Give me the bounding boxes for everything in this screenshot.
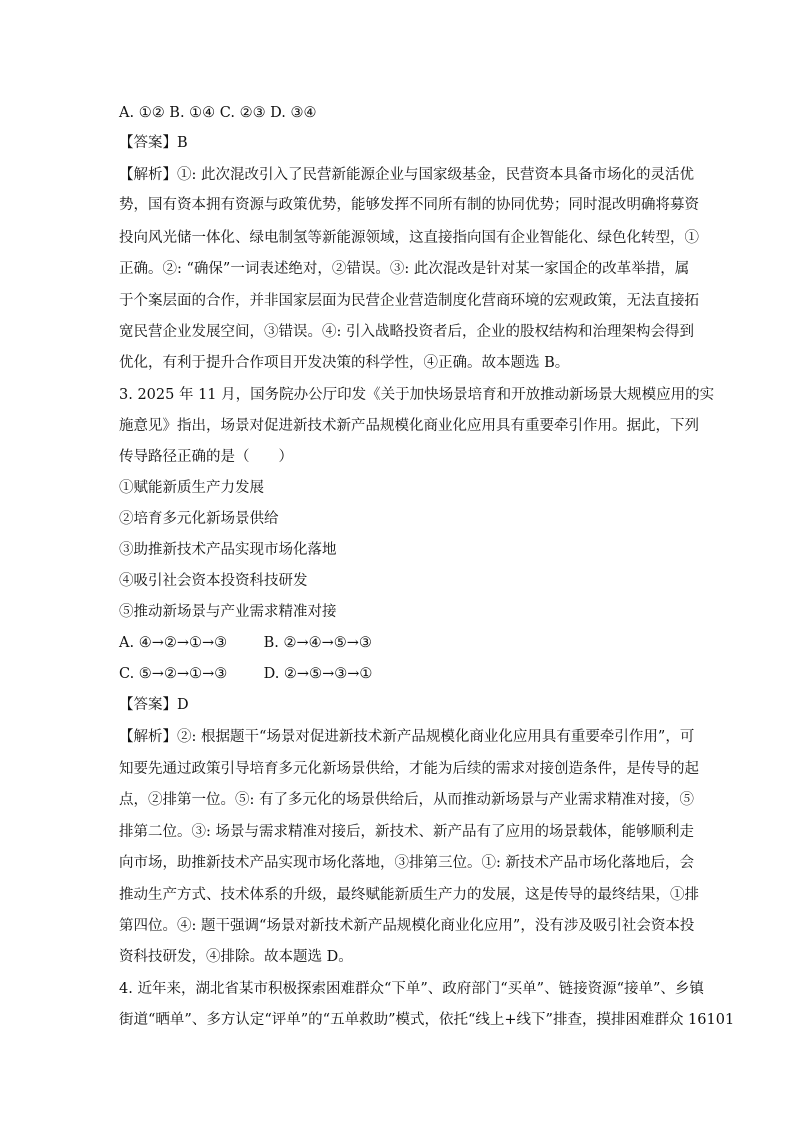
q3-analysis-line: 资科技研发，④排除。故本题选 D。 xyxy=(119,949,353,965)
q3-analysis-line: 第四位。④: 题干强调“场景对新技术新产品规模化商业化应用”，没有涉及吸引社会资本投 xyxy=(119,918,695,934)
q3-item: ①赋能新质生产力发展 xyxy=(119,480,264,496)
q2-analysis-line: 于个案层面的合作，并非国家层面为民营企业营造制度化营商环境的宏观政策，无法直接拓 xyxy=(119,293,699,309)
q2-analysis-line: 【解析】①: 此次混改引入了民营新能源企业与国家级基金，民营资本具备市场化的灵活优 xyxy=(119,167,694,183)
q3-option-c: C. ⑤→②→①→③ xyxy=(119,666,228,682)
q3-analysis-line: 排第二位。③: 场景与需求精准对接后，新技术、新产品有了应用的场景载体，能够顺利走 xyxy=(119,824,694,840)
q4-stem-line: 街道“晒单”、多方认定“评单”的“五单救助”模式，依托“线上+线下”排查，摸排困难群众 16101 xyxy=(119,1012,735,1028)
q3-item: ④吸引社会资本投资科技研发 xyxy=(119,573,308,589)
q3-item: ②培育多元化新场景供给 xyxy=(119,511,279,527)
q3-answer: 【答案】D xyxy=(119,697,189,713)
q3-option-d: D. ②→⑤→③→① xyxy=(263,666,373,682)
q3-analysis-line: 知要先通过政策引导培育多元化新场景供给，才能为后续的需求对接创造条件，是传导的起 xyxy=(119,761,699,777)
q2-analysis-line: 势，国有资本拥有资源与政策优势，能够发挥不同所有制的协同优势；同时混改明确将募资 xyxy=(119,197,699,213)
q2-options: A. ①② B. ①④ C. ②③ D. ③④ xyxy=(119,105,317,121)
q3-analysis-line: 【解析】②: 根据题干“场景对促进新技术新产品规模化商业化应用具有重要牵引作用”，可 xyxy=(119,729,695,745)
q2-analysis-line: 正确。②: “确保”一词表述绝对，②错误。③: 此次混改是针对某一家国企的改革举措，属 xyxy=(119,261,690,277)
q3-options-row-2 xyxy=(119,664,372,684)
q3-stem-line: 传导路径正确的是（ ） xyxy=(119,449,293,465)
q3-item: ⑤推动新场景与产业需求精准对接 xyxy=(119,604,337,620)
q2-answer: 【答案】B xyxy=(119,135,188,151)
q4-stem-line: 4. 近年来，湖北省某市积极探索困难群众“下单”、政府部门“买单”、链接资源“接单”、乡镇 xyxy=(119,981,704,997)
q3-stem-line: 3. 2025 年 11 月，国务院办公厅印发《关于加快场景培育和开放推动新场景大规模应用的实 xyxy=(119,387,715,403)
q2-analysis-line: 宽民营企业发展空间，③错误。④: 引入战略投资者后，企业的股权结构和治理架构会得到 xyxy=(119,324,694,340)
q3-option-a: A. ④→②→①→③ xyxy=(119,635,228,651)
q3-analysis-line: 点，②排第一位。⑤: 有了多元化的场景供给后，从而推动新场景与产业需求精准对接，⑤ xyxy=(119,792,694,808)
q2-analysis-line: 优化，有利于提升合作项目开发决策的科学性，④正确。故本题选 B。 xyxy=(119,355,570,371)
q3-analysis-line: 推动生产方式、技术体系的升级，最终赋能新质生产力的发展，这是传导的最终结果，①排 xyxy=(119,887,699,903)
q3-options-row-1 xyxy=(119,633,372,653)
q3-item: ③助推新技术产品实现市场化落地 xyxy=(119,542,337,558)
q3-analysis-line: 向市场，助推新技术产品实现市场化落地，③排第三位。①: 新技术产品市场化落地后，会 xyxy=(119,855,694,871)
q2-analysis-line: 投向风光储一体化、绿电制氢等新能源领域，这直接指向国有企业智能化、绿色化转型，① xyxy=(119,230,699,246)
q3-option-b: B. ②→④→⑤→③ xyxy=(263,635,372,651)
q3-stem-line: 施意见》指出，场景对促进新技术新产品规模化商业化应用具有重要牵引作用。据此，下列 xyxy=(119,418,699,434)
